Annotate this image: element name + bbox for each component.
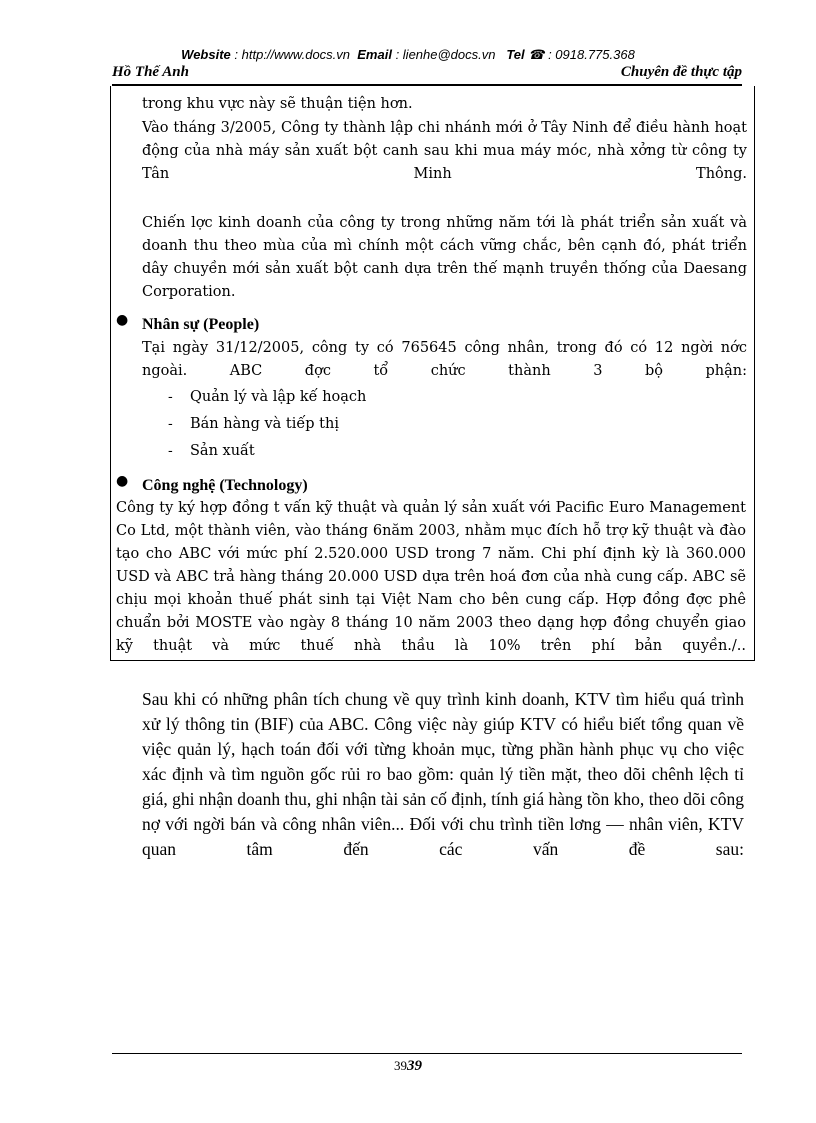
contact-header — [0, 47, 816, 63]
website-url[interactable]: : http://www.docs.vn — [234, 47, 351, 62]
tel-label: Tel — [506, 47, 525, 62]
email-value[interactable]: : lienhe@docs.vn — [395, 47, 496, 62]
dash-icon: - — [168, 389, 173, 405]
department-item: Quản lý và lập kế hoạch — [190, 389, 367, 405]
people-heading: Nhân sự (People) — [142, 316, 260, 333]
box-paragraph-2: Vào tháng 3/2005, Công ty thành lập chi nhánh mới ở Tây Ninh để điều hành hoạt động của nhà máy sản xuất bột canh sau khi mua máy móc, nhà xởng từ công ty Tân Minh Thông. — [142, 120, 747, 182]
box-paragraph-1: trong khu vực này sẽ thuận tiện hơn. — [142, 96, 413, 112]
people-text: Tại ngày 31/12/2005, công ty có 765645 công nhân, trong đó có 12 ngời nớc ngoài. ABC đợc tổ chức thành 3 bộ phận: — [142, 340, 747, 379]
dash-icon: - — [168, 416, 173, 432]
email-label: Email — [357, 47, 392, 62]
tel-value: ☎ : 0918.775.368 — [528, 47, 635, 62]
department-item: Bán hàng và tiếp thị — [190, 416, 339, 432]
page-number-large: 39 — [407, 1058, 422, 1074]
department-item: Sản xuất — [190, 443, 255, 459]
website-label: Website — [181, 47, 231, 62]
technology-text: Công ty ký hợp đồng t vấn kỹ thuật và quản lý sản xuất với Pacific Euro Management Co Ltd, một thành viên, vào tháng 6năm 2003, nhằm mục đích hỗ trợ kỹ thuật và đào tạo cho ABC với mức phí 2.520.000 USD trong 7 năm. Chi phí định kỳ là 360.000 USD và ABC trả hàng tháng 20.000 USD dựa trên hoá đơn của nhà cung cấp. ABC sẽ chịu mọi khoản thuế phát sinh tại Việt Nam cho bên cung cấp. Hợp đồng đợc phê chuẩn bởi MOSTE vào ngày 8 tháng 10 năm 2003 theo dạng hợp đồng chuyển giao kỹ thuật và mức thuế nhà thầu là 10% trên phí bản quyền./.. — [116, 500, 746, 654]
running-header — [112, 64, 742, 86]
body-paragraph: Sau khi có những phân tích chung về quy trình kinh doanh, KTV tìm hiểu quá trình xử lý thông tin (BIF) của ABC. Công việc này giúp KTV có hiểu biết tổng quan về việc quản lý, hạch toán đối với từng khoản mục, từng phần hành phục vụ cho việc xác định và tìm nguồn gốc rủi ro bao gồm: quản lý tiền mặt, theo dõi chênh lệch tỉ giá, ghi nhận doanh thu, ghi nhận tài sản cố định, tính giá hàng tồn kho, theo dõi công nợ với ngời bán và công nhân viên... Đối với chu trình tiền lơng — nhân viên, KTV quan tâm đến các vấn đề sau: — [142, 689, 744, 859]
bullet-icon: ● — [116, 473, 129, 489]
page-number-small: 39 — [394, 1058, 407, 1073]
document-type: Chuyên đề thực tập — [620, 64, 742, 80]
bullet-icon: ● — [116, 312, 129, 328]
dash-icon: - — [168, 443, 173, 459]
box-paragraph-3: Chiến lợc kinh doanh của công ty trong những năm tới là phát triển sản xuất và doanh thu theo mùa của mì chính một cách vững chắc, bên cạnh đó, phát triển dây chuyền mới sản xuất bột canh dựa trên thế mạnh truyền thống của Daesang Corporation. — [142, 215, 747, 300]
footer-rule — [112, 1053, 742, 1054]
author-name: Hồ Thế Anh — [112, 64, 189, 80]
technology-heading: Công nghệ (Technology) — [142, 477, 308, 494]
page-number — [0, 1058, 816, 1075]
